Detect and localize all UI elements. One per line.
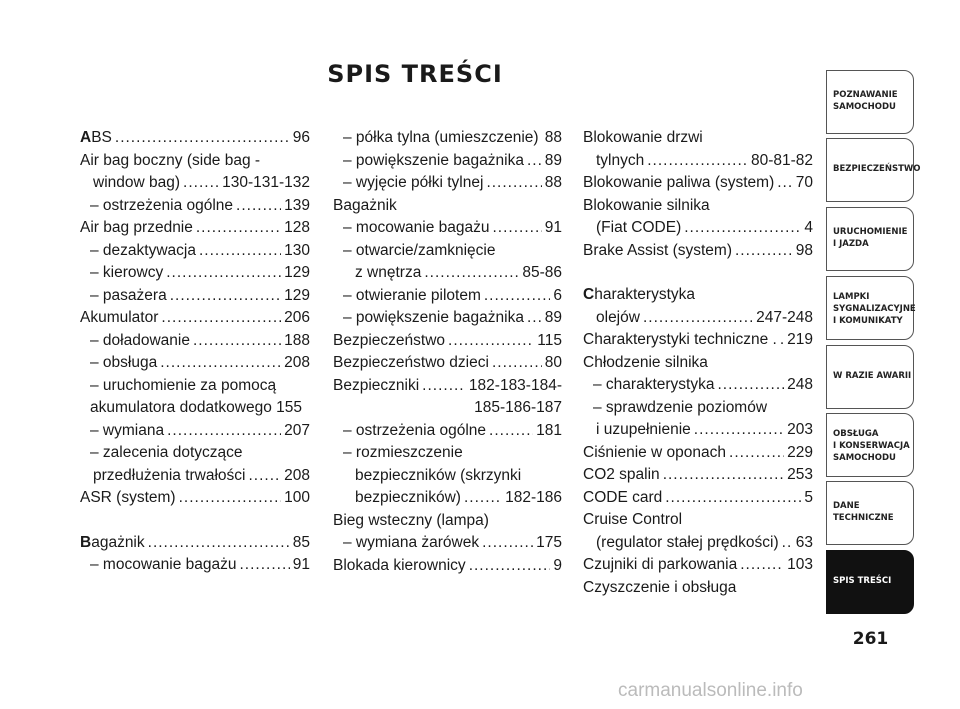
entry-label: CO2 spalin bbox=[583, 466, 660, 483]
index-entry bbox=[333, 352, 562, 375]
entry-page: 182-186 bbox=[505, 489, 562, 506]
index-entry bbox=[333, 240, 562, 263]
entry-page: 89 bbox=[544, 309, 562, 326]
dot-leader bbox=[148, 532, 290, 555]
entry-label: – rozmieszczenie bbox=[343, 444, 463, 461]
entry-page: 4 bbox=[804, 219, 813, 236]
chapter-tab[interactable] bbox=[826, 276, 914, 340]
entry-page: 175 bbox=[536, 534, 562, 551]
entry-label: Charakterystyka bbox=[583, 286, 695, 303]
dot-leader bbox=[492, 352, 542, 375]
index-entry bbox=[333, 487, 562, 510]
index-entry bbox=[583, 352, 813, 375]
entry-page: 219 bbox=[787, 331, 813, 348]
entry-page: 85 bbox=[292, 533, 310, 551]
dot-leader bbox=[199, 240, 281, 263]
entry-label: olejów bbox=[596, 308, 640, 326]
entry-label: Ciśnienie w oponach bbox=[583, 443, 727, 461]
dot-leader bbox=[161, 307, 281, 330]
entry-page: 88 bbox=[544, 129, 562, 146]
index-entry bbox=[333, 465, 562, 488]
index-entry bbox=[333, 510, 562, 533]
entry-label: – ostrzeżenia ogólne bbox=[90, 196, 234, 214]
entry-label: Bagażnik bbox=[333, 196, 397, 214]
entry-label: – obsługa bbox=[90, 354, 158, 371]
index-entry bbox=[583, 127, 813, 150]
entry-page: 130 bbox=[284, 241, 310, 259]
index-entry bbox=[583, 284, 813, 307]
chapter-tab-label: URUCHOMIENIE bbox=[833, 227, 908, 237]
entry-page: 207 bbox=[284, 421, 310, 439]
dot-leader bbox=[643, 307, 753, 330]
index-column-3 bbox=[583, 127, 813, 599]
chapter-tab[interactable] bbox=[826, 207, 914, 271]
entry-page: 63 bbox=[795, 533, 813, 551]
dot-leader bbox=[527, 150, 542, 173]
index-entry bbox=[333, 330, 562, 353]
entry-label: Chłodzenie silnika bbox=[583, 353, 708, 371]
index-entry bbox=[333, 397, 562, 420]
entry-label: – zalecenia dotyczące bbox=[90, 444, 243, 461]
entry-page: 208 bbox=[284, 466, 310, 484]
index-entry bbox=[80, 352, 310, 375]
entry-page: 80-81-82 bbox=[750, 151, 813, 169]
entry-page: 91 bbox=[292, 556, 310, 573]
index-entry bbox=[80, 487, 310, 510]
entry-label: – mocowanie bagażu bbox=[343, 219, 490, 236]
index-entry bbox=[583, 577, 813, 600]
entry-label: Brake Assist (system) bbox=[583, 241, 732, 259]
entry-label: Czyszczenie i obsługa bbox=[583, 578, 737, 596]
dot-leader bbox=[647, 150, 748, 173]
index-entry bbox=[80, 330, 310, 353]
entry-page: 96 bbox=[292, 129, 310, 146]
index-entry bbox=[583, 172, 813, 195]
dot-leader bbox=[694, 419, 784, 442]
entry-page: 70 bbox=[795, 174, 813, 191]
dot-leader bbox=[493, 217, 542, 240]
entry-label: tylnych bbox=[596, 151, 645, 169]
dot-leader bbox=[482, 532, 533, 555]
entry-label: – uruchomienie za pomocą bbox=[90, 376, 277, 394]
entry-label: – mocowanie bagażu bbox=[90, 556, 237, 573]
index-entry bbox=[80, 442, 310, 465]
dot-leader bbox=[527, 307, 542, 330]
index-entry bbox=[333, 375, 562, 398]
chapter-tab-label: OBSŁUGA bbox=[833, 429, 879, 439]
chapter-tab-label: DANE bbox=[833, 501, 860, 511]
dot-leader bbox=[464, 487, 502, 510]
entry-label: Akumulator bbox=[80, 309, 159, 326]
entry-page: 6 bbox=[553, 286, 562, 304]
entry-page: 247-248 bbox=[756, 308, 813, 326]
chapter-tab-label: SPIS TREŚCI bbox=[833, 576, 892, 586]
entry-page: 188 bbox=[284, 331, 310, 349]
entry-label: – wymiana bbox=[90, 421, 165, 439]
entry-label: – otwarcie/zamknięcie bbox=[343, 241, 496, 259]
dot-leader bbox=[236, 195, 281, 218]
index-entry bbox=[80, 127, 310, 150]
entry-label: z wnętrza bbox=[355, 264, 422, 281]
index-entry bbox=[333, 217, 562, 240]
entry-label: akumulatora dodatkowego 155 bbox=[90, 399, 302, 416]
entry-page: 229 bbox=[787, 443, 813, 461]
entry-label: – dezaktywacja bbox=[90, 241, 196, 259]
chapter-tab-label: I JAZDA bbox=[833, 239, 869, 249]
index-entry bbox=[583, 195, 813, 218]
entry-label: Bezpieczniki bbox=[333, 376, 420, 394]
entry-label: Blokowanie paliwa (system) bbox=[583, 174, 775, 191]
entry-label: Bieg wsteczny (lampa) bbox=[333, 511, 489, 529]
index-entry bbox=[80, 397, 310, 420]
chapter-tab[interactable] bbox=[826, 481, 914, 545]
dot-leader bbox=[167, 420, 281, 443]
entry-page: 208 bbox=[284, 354, 310, 371]
entry-page: 248 bbox=[787, 376, 813, 393]
index-entry bbox=[333, 555, 562, 578]
dot-leader bbox=[193, 330, 281, 353]
chapter-tab[interactable] bbox=[826, 138, 921, 202]
chapter-tab-label: SYGNALIZACYJNE bbox=[833, 304, 916, 314]
chapter-tab[interactable] bbox=[826, 550, 914, 614]
index-entry bbox=[583, 150, 813, 173]
index-entry bbox=[583, 307, 813, 330]
entry-page: 85-86 bbox=[522, 264, 562, 281]
dot-leader bbox=[780, 329, 784, 352]
entry-page: 128 bbox=[284, 219, 310, 236]
entry-label: – otwieranie pilotem bbox=[343, 286, 481, 304]
watermark: carmanualsonline.info bbox=[618, 680, 803, 701]
entry-label: – półka tylna (umieszczenie) bbox=[343, 129, 539, 146]
chapter-tab-label: I KONSERWACJA bbox=[833, 441, 910, 451]
dot-leader bbox=[740, 554, 784, 577]
chapter-tab[interactable] bbox=[826, 70, 914, 134]
chapter-tab-label: POZNAWANIE bbox=[833, 90, 898, 100]
index-entry bbox=[333, 150, 562, 173]
index-entry bbox=[333, 442, 562, 465]
entry-page: 129 bbox=[284, 286, 310, 304]
index-entry bbox=[583, 329, 813, 352]
entry-label: bezpieczników (skrzynki bbox=[355, 466, 522, 484]
index-entry bbox=[583, 397, 813, 420]
entry-page: 80 bbox=[544, 354, 562, 371]
entry-label: Bagażnik bbox=[80, 533, 145, 551]
entry-page: 5 bbox=[804, 488, 813, 506]
entry-label: Charakterystyki techniczne . bbox=[583, 331, 777, 348]
entry-label: Cruise Control bbox=[583, 511, 683, 528]
entry-page: 130-131-132 bbox=[222, 174, 310, 191]
dot-leader bbox=[486, 172, 541, 195]
dot-leader bbox=[735, 240, 793, 263]
entry-label: – powiększenie bagażnika bbox=[343, 309, 524, 326]
index-entry bbox=[80, 465, 310, 488]
index-entry bbox=[80, 285, 310, 308]
entry-page: 98 bbox=[795, 241, 813, 259]
entry-page: 89 bbox=[544, 151, 562, 169]
entry-label: – powiększenie bagażnika bbox=[343, 151, 524, 169]
entry-label: i uzupełnienie bbox=[596, 421, 691, 438]
entry-label: Air bag boczny (side bag - bbox=[80, 151, 261, 169]
entry-label: ABS bbox=[80, 129, 112, 146]
dot-leader bbox=[469, 555, 551, 578]
entry-label: – wyjęcie półki tylnej bbox=[343, 174, 484, 191]
dot-leader bbox=[484, 285, 551, 308]
dot-leader bbox=[160, 352, 281, 375]
entry-label: – pasażera bbox=[90, 286, 167, 304]
entry-page: 203 bbox=[787, 421, 813, 438]
entry-page: 206 bbox=[284, 309, 310, 326]
index-entry bbox=[80, 420, 310, 443]
page-number: 261 bbox=[852, 629, 889, 649]
chapter-tab-label: I KOMUNIKATY bbox=[833, 316, 903, 326]
page-title: SPIS TREŚCI bbox=[327, 60, 503, 88]
entry-label: – charakterystyka bbox=[593, 376, 715, 393]
entry-label: – ostrzeżenia ogólne bbox=[343, 421, 487, 439]
dot-leader bbox=[422, 375, 466, 398]
index-entry bbox=[333, 172, 562, 195]
index-entry bbox=[333, 127, 562, 150]
entry-label: Blokada kierownicy bbox=[333, 556, 466, 574]
dot-leader bbox=[179, 487, 282, 510]
index-entry bbox=[80, 172, 310, 195]
chapter-tab-label: TECHNICZNE bbox=[833, 513, 894, 523]
index-entry bbox=[583, 217, 813, 240]
dot-leader bbox=[729, 442, 784, 465]
entry-label: Bezpieczeństwo bbox=[333, 331, 446, 349]
entry-label: (Fiat CODE) bbox=[596, 219, 682, 236]
index-entry bbox=[80, 262, 310, 285]
chapter-tab-label: SAMOCHODU bbox=[833, 453, 896, 463]
index-entry bbox=[333, 195, 562, 218]
chapter-tab-label: W RAZIE AWARII bbox=[833, 371, 912, 381]
chapter-tab[interactable] bbox=[826, 345, 914, 409]
index-entry bbox=[333, 420, 562, 443]
index-entry bbox=[583, 240, 813, 263]
entry-page: 181 bbox=[536, 421, 562, 439]
dot-leader bbox=[183, 172, 219, 195]
index-entry bbox=[80, 217, 310, 240]
entry-label: window bag) bbox=[93, 174, 181, 191]
index-entry bbox=[583, 532, 813, 555]
index-entry bbox=[583, 442, 813, 465]
dot-leader bbox=[663, 464, 784, 487]
dot-leader bbox=[717, 374, 784, 397]
index-entry bbox=[583, 374, 813, 397]
dot-leader bbox=[115, 127, 290, 150]
index-entry bbox=[333, 307, 562, 330]
entry-page: 182-183-184- bbox=[468, 376, 562, 394]
entry-label: bezpieczników) bbox=[355, 489, 461, 506]
entry-label: – sprawdzenie poziomów bbox=[593, 398, 768, 416]
entry-label: przedłużenia trwałości bbox=[93, 466, 246, 484]
index-entry bbox=[583, 509, 813, 532]
dot-leader bbox=[424, 262, 519, 285]
chapter-tab-label: LAMPKI bbox=[833, 292, 870, 302]
dot-leader bbox=[489, 420, 533, 443]
entry-page: 185-186-187 bbox=[474, 399, 562, 416]
index-entry bbox=[80, 240, 310, 263]
entry-label: CODE card bbox=[583, 488, 663, 506]
entry-label: (regulator stałej prędkości) bbox=[596, 533, 779, 551]
entry-page: 9 bbox=[553, 556, 562, 574]
section-gap bbox=[80, 510, 310, 532]
entry-label: – kierowcy bbox=[90, 264, 164, 281]
index-entry bbox=[80, 195, 310, 218]
index-entry bbox=[333, 532, 562, 555]
dot-leader bbox=[240, 554, 290, 577]
index-column-1 bbox=[80, 127, 310, 577]
entry-label: – wymiana żarówek bbox=[343, 534, 480, 551]
index-entry bbox=[333, 262, 562, 285]
dot-leader bbox=[448, 330, 534, 353]
entry-page: 91 bbox=[544, 219, 562, 236]
index-entry bbox=[80, 375, 310, 398]
index-entry bbox=[583, 419, 813, 442]
dot-leader bbox=[196, 217, 281, 240]
entry-page: 139 bbox=[284, 196, 310, 214]
entry-label: Air bag przednie bbox=[80, 219, 193, 236]
dot-leader bbox=[665, 487, 801, 510]
index-entry bbox=[80, 307, 310, 330]
entry-label: Blokowanie silnika bbox=[583, 196, 710, 214]
entry-page: 253 bbox=[787, 466, 813, 483]
section-gap bbox=[583, 262, 813, 284]
dot-leader bbox=[170, 285, 281, 308]
chapter-tab-label: BEZPIECZEŃSTWO bbox=[833, 164, 921, 174]
index-entry bbox=[80, 532, 310, 555]
entry-label: – doładowanie bbox=[90, 331, 190, 349]
entry-page: 129 bbox=[284, 264, 310, 281]
entry-page: 100 bbox=[284, 489, 310, 506]
entry-page: 88 bbox=[544, 174, 562, 191]
index-entry bbox=[80, 554, 310, 577]
index-entry bbox=[333, 285, 562, 308]
index-entry bbox=[583, 464, 813, 487]
dot-leader bbox=[684, 217, 801, 240]
entry-label: Bezpieczeństwo dzieci bbox=[333, 354, 489, 371]
index-column-2 bbox=[333, 127, 562, 577]
dot-leader bbox=[777, 172, 793, 195]
entry-label: Czujniki di parkowania bbox=[583, 556, 738, 573]
dot-leader bbox=[166, 262, 281, 285]
entry-label: ASR (system) bbox=[80, 489, 176, 506]
chapter-tab-label: SAMOCHODU bbox=[833, 102, 896, 112]
chapter-tab[interactable] bbox=[826, 413, 914, 477]
index-entry bbox=[583, 554, 813, 577]
dot-leader bbox=[249, 465, 282, 488]
index-entry bbox=[583, 487, 813, 510]
entry-page: 103 bbox=[787, 556, 813, 573]
dot-leader bbox=[782, 532, 793, 555]
entry-label: Blokowanie drzwi bbox=[583, 129, 703, 146]
index-entry bbox=[80, 150, 310, 173]
entry-page: 115 bbox=[537, 331, 562, 349]
